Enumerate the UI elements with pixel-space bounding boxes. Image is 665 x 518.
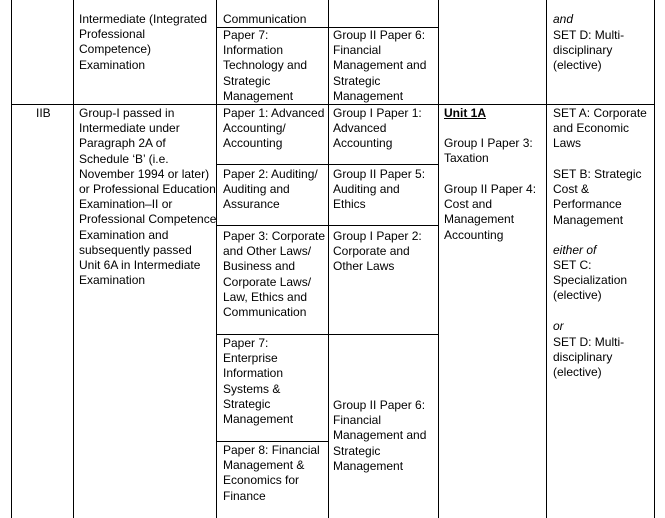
iib-paper8-old: Paper 8: Financial Management & Economics for Finance [223, 443, 320, 503]
row-divider-main [11, 104, 655, 105]
row-divider-paper1 [216, 164, 438, 165]
iib-unit-group1-paper3: Group I Paper 3: Taxation [444, 136, 533, 166]
iib-paper2-old: Paper 2: Auditing/ Auditing and Assurance [223, 167, 318, 212]
iib-set-c: SET C: Specialization (elective) [553, 258, 628, 303]
top-row-paper7: Paper 7: Information Technology and Strategic Management [223, 28, 308, 103]
row-divider-paper3 [216, 334, 438, 335]
row-label-iib: IIB [36, 106, 51, 120]
iib-or: or [553, 319, 564, 333]
iib-group1-paper2: Group I Paper 2: Corporate and Other Laws [333, 229, 422, 274]
iib-either-of: either of [553, 243, 597, 257]
top-row-set-d: SET D: Multi- disciplinary (elective) [553, 28, 625, 73]
row-divider-paper7 [216, 441, 328, 442]
table-border-left [11, 0, 12, 518]
iib-qualification-text: Group-I passed in Intermediate under Paragraph 2A of Schedule ‘B’ (i.e. November 1994 or later) or Professional Education Examination–II or Professional Competence Examination and subsequently passed Unit 6A in Intermediate Examination [79, 106, 217, 288]
iib-paper7-old: Paper 7: Enterprise Information Systems & Strategic Management [223, 336, 294, 427]
iib-set-b: SET B: Strategic Cost & Performance Management [553, 167, 642, 227]
row-divider-paper2 [216, 225, 438, 226]
top-row-group2-paper6: Group II Paper 6: Financial Management and Strategic Management [333, 28, 427, 103]
col-divider-1 [73, 0, 74, 518]
iib-group1-paper1: Group I Paper 1: Advanced Accounting [333, 106, 422, 151]
top-row-paper6-continuation: Communication [223, 12, 307, 26]
table-border-right [654, 0, 655, 518]
iib-set-d: SET D: Multi- disciplinary (elective) [553, 335, 625, 380]
iib-set-a: SET A: Corporate and Economic Laws [553, 106, 647, 151]
iib-paper3-old: Paper 3: Corporate and Other Laws/ Business and Corporate Laws/ Law, Ethics and Communication [223, 229, 326, 320]
col-divider-3 [328, 0, 329, 518]
iib-paper1-old: Paper 1: Advanced Accounting/ Accounting [223, 106, 325, 151]
top-row-qualification-text: Intermediate (Integrated Professional Competence) Examination [79, 12, 208, 72]
col-divider-4 [438, 0, 439, 518]
iib-group2-paper6: Group II Paper 6: Financial Management and Strategic Management [333, 398, 427, 473]
iib-group2-paper5: Group II Paper 5: Auditing and Ethics [333, 167, 426, 212]
iib-unit-heading: Unit 1A [444, 106, 486, 120]
col-divider-5 [546, 0, 547, 518]
iib-unit-group2-paper4: Group II Paper 4: Cost and Management Accounting [444, 182, 537, 242]
top-row-and: and [553, 12, 574, 26]
